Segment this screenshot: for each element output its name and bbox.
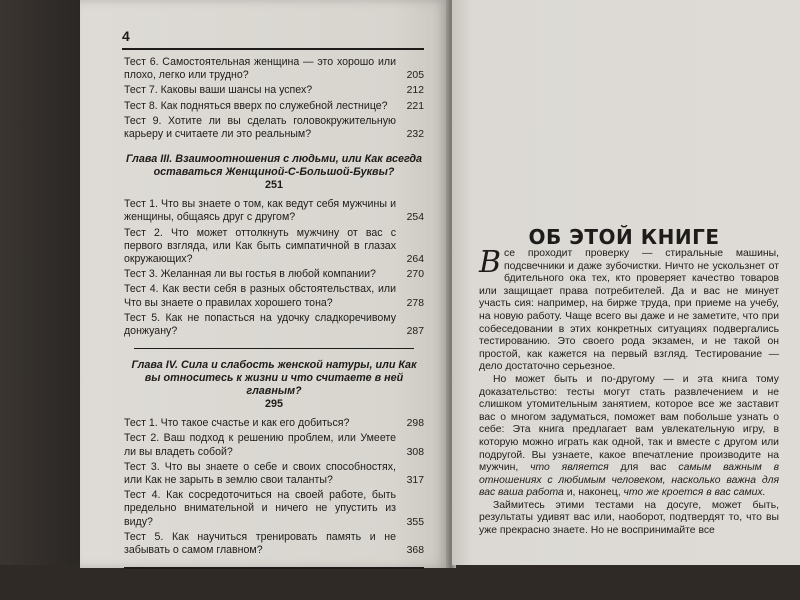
toc-entry bbox=[124, 417, 424, 430]
toc-entry bbox=[124, 461, 424, 487]
chapter-3-page: 251 bbox=[264, 179, 283, 192]
toc-entry-page: 264 bbox=[406, 254, 424, 266]
body-text bbox=[479, 245, 779, 538]
toc-entry-title: Тест 5. Как научиться тренировать память и не забывать о самом главном? bbox=[124, 530, 396, 557]
table-of-contents bbox=[124, 56, 424, 569]
toc-entry-title: Тест 9. Хотите ли вы сделать головокружительную карьеру и считаете ли это реальным? bbox=[124, 114, 396, 141]
toc-entry bbox=[124, 84, 424, 97]
toc-entry-page: 205 bbox=[406, 70, 424, 82]
toc-entry-title: Тест 8. Как подняться вверх по служебной лестнице? bbox=[124, 99, 388, 112]
toc-entry bbox=[124, 268, 424, 281]
toc-entry bbox=[124, 432, 424, 458]
toc-entry bbox=[124, 115, 424, 141]
toc-entry-page: 212 bbox=[406, 85, 424, 97]
toc-entry-page: 317 bbox=[406, 475, 424, 487]
paragraph-2-text-b: для вас bbox=[608, 462, 679, 474]
page-number: 4 bbox=[122, 28, 130, 44]
paragraph-3: Займитесь этими тестами на досуге, может быть, результаты удивят вас или, наоборот, подтвердят то, что вы уже прекрасно знаете. Но не воспринимайте все bbox=[479, 499, 779, 537]
page-title: ОБ ЭТОЙ КНИГЕ bbox=[528, 225, 720, 249]
table-background-bottom bbox=[0, 565, 800, 600]
chapter-4-page: 295 bbox=[264, 398, 283, 411]
toc-entry-page: 298 bbox=[406, 418, 424, 430]
toc-entry-page: 254 bbox=[406, 212, 424, 224]
emphasis-2: самым важным в отношениях с любимым человеком, насколько важна для вас ваша работа bbox=[479, 462, 779, 499]
header-rule bbox=[122, 48, 424, 50]
divider bbox=[134, 348, 414, 349]
drop-cap: В bbox=[479, 245, 502, 280]
toc-entry-page: 270 bbox=[406, 269, 424, 281]
paragraph-1-text: се проходит проверку — стиральные машины, подсвечники и даже зубочистки. Ничто не ускользнет от бдительного ока тех, кто проверяет качество товаров или защищает права потребителей. Да и вас не минует участь сия: например, на бирже труда, при приеме на учебу, на новую работу. Чаще всего вы даже и не заметите, что при собеседовании в этих конкретных ситуациях подвергались тестированию. Это своего рода экзамен, и не такой он простой, как кажется на первый взгляд. Тестирование — дело достаточно серьезное. bbox=[479, 248, 779, 373]
toc-entry-title: Тест 5. Как не попасться на удочку сладкоречивому донжуану? bbox=[124, 311, 396, 338]
toc-entry-title: Тест 4. Как сосредоточиться на своей работе, быть предельно внимательной и ничего не упустить из виду? bbox=[124, 489, 396, 528]
toc-entry bbox=[124, 312, 424, 338]
chapter-4-heading bbox=[124, 359, 424, 411]
paragraph-2 bbox=[479, 374, 779, 500]
toc-entry-page: 278 bbox=[406, 297, 424, 309]
toc-entry-title: Тест 6. Самостоятельная женщина — это хорошо или плохо, легко или трудно? bbox=[124, 56, 396, 82]
toc-entry-title: Тест 2. Ваш подход к решению проблем, или Умеете ли вы владеть собой? bbox=[124, 432, 396, 458]
toc-entry-page: 355 bbox=[406, 516, 424, 528]
left-page bbox=[80, 0, 448, 568]
toc-entry-title: Тест 7. Каковы ваши шансы на успех? bbox=[124, 84, 313, 97]
chapter-3-title: Глава III. Взаимоотношения с людьми, или Как всегда оставаться Женщиной-С-Большой-Буквы? bbox=[125, 153, 423, 179]
toc-entry bbox=[124, 56, 424, 82]
toc-entry-page: 232 bbox=[406, 129, 424, 141]
toc-entry-title: Тест 2. Что может оттолкнуть мужчину от вас с первого взгляда, или Как быть симпатичной в глазах окружающих? bbox=[124, 226, 396, 266]
toc-entry-page: 287 bbox=[406, 326, 424, 338]
emphasis-3: что же кроется в вас самих. bbox=[623, 487, 766, 499]
toc-entry-title: Тест 3. Желанная ли вы гостья в любой компании? bbox=[124, 268, 376, 281]
table-background bbox=[0, 0, 80, 600]
toc-entry bbox=[124, 489, 424, 529]
toc-entry-title: Тест 3. Что вы знаете о себе и своих способностях, или Как не зарыть в землю свои таланты? bbox=[124, 460, 396, 487]
toc-entry bbox=[124, 283, 424, 309]
chapter-3-heading bbox=[124, 153, 424, 192]
toc-entry bbox=[124, 227, 424, 267]
toc-entry bbox=[124, 531, 424, 557]
paragraph-1 bbox=[479, 245, 779, 374]
toc-entry-page: 221 bbox=[406, 100, 424, 112]
bottom-rule bbox=[124, 567, 424, 569]
paragraph-2-text-c: и, наконец, bbox=[563, 487, 624, 499]
toc-entry bbox=[124, 100, 424, 113]
emphasis-1: что является bbox=[530, 462, 609, 474]
toc-entry-title: Тест 1. Что такое счастье и как его добиться? bbox=[124, 417, 350, 430]
toc-entry-title: Тест 1. Что вы знаете о том, как ведут себя мужчины и женщины, общаясь друг с другом? bbox=[124, 198, 396, 224]
toc-entry-title: Тест 4. Как вести себя в разных обстоятельствах, или Что вы знаете о правилах хорошего тона? bbox=[124, 283, 396, 309]
toc-entry-page: 368 bbox=[406, 545, 424, 557]
chapter-4-title: Глава IV. Сила и слабость женской натуры, или Как вы относитесь к жизни и что считаете в ней главным? bbox=[131, 359, 417, 398]
toc-entry bbox=[124, 198, 424, 224]
paragraph-2-text-a: Но может быть и по-другому — и эта книга тому доказательство: тесты могут стать развлечением и не слишком утомительным занятием, которое все же заставит вас о многом задуматься, поможет вам побольше узнать о себе: Эта книга предлагает вам увлекательную игру, в которую можно играть как одной, так и вместе с другом или подругой. Вы узнаете, какое впечатление производите на мужчин, bbox=[479, 373, 779, 474]
toc-entry-page: 308 bbox=[406, 446, 424, 458]
